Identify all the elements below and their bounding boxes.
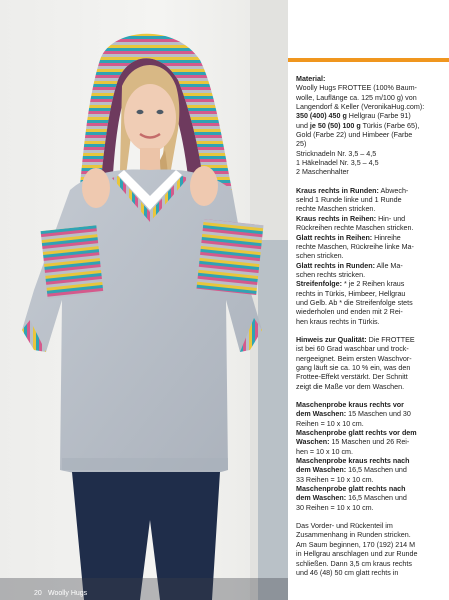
text: Abwech-: [378, 186, 409, 195]
text-line: [296, 215, 442, 224]
text-line: 30 Reihen = 10 x 10 cm.: [296, 503, 374, 512]
bold-text: dem Waschen:: [296, 410, 347, 419]
bold-text: je 50 (50) 100 g: [309, 121, 361, 130]
left-hand: [82, 168, 110, 208]
text-line: Reihen = 10 x 10 cm.: [296, 419, 364, 428]
text-line: selnd 1 Runde linke und 1 Runde: [296, 196, 402, 205]
bold-text: Maschenprobe glatt rechts nach: [296, 485, 406, 494]
right-sleeve-stripes: [197, 219, 264, 295]
page-number: 20: [34, 590, 42, 597]
bold-text: Maschenprobe kraus rechts nach: [296, 457, 410, 466]
bold-text: Streifenfolge:: [296, 280, 343, 289]
text: Türkis (Farbe 65),: [360, 121, 420, 130]
right-hand: [190, 166, 218, 206]
text: Hin- und: [376, 214, 406, 223]
text-line: Woolly Hugs FROTTEE (100% Baum-: [296, 84, 417, 93]
bold-text: Maschenprobe glatt rechts vor dem: [296, 429, 417, 438]
face: [124, 84, 176, 152]
material-section: [296, 75, 442, 178]
material-heading: Material:: [296, 75, 326, 83]
text-line: [296, 336, 442, 345]
text-line: 33 Reihen = 10 x 10 cm.: [296, 475, 374, 484]
text-line: Rückreihen rechte Maschen stricken.: [296, 224, 414, 233]
instructions-column: [296, 75, 442, 587]
text-line: [296, 466, 442, 475]
text-line: Zusammenhang in Runden stricken.: [296, 531, 411, 540]
text: 16,5 Maschen und: [346, 494, 407, 503]
body-instructions: [296, 522, 442, 578]
text: Hellgrau (Farbe 91): [346, 112, 411, 121]
text-line: gang läuft sie ca. 10 % ein, was den: [296, 363, 411, 372]
text-line: und Gelb. Ab * die Streifenfolge stets: [296, 298, 413, 307]
text-line: schließen. Dann 3,5 cm kraus rechts: [296, 559, 412, 568]
bold-text: 350 (400) 450 g: [296, 112, 347, 121]
text-line: [296, 410, 442, 419]
text-line: [296, 187, 442, 196]
text: Die FROTTEE: [366, 335, 415, 344]
text-line: und je 50 (50) 100 g Türkis (Farbe 65),: [296, 121, 420, 130]
text: Alle Ma-: [374, 261, 403, 270]
bold-text: Kraus rechts in Reihen:: [296, 214, 377, 223]
text-line: hen = 10 x 10 cm.: [296, 447, 353, 456]
text-line: Am Saum beginnen, 170 (192) 214 M: [296, 540, 416, 549]
quality-note: [296, 336, 442, 392]
text-line: Frottee-Effekt verstärkt. Der Schnitt: [296, 373, 408, 382]
bold-text: dem Waschen:: [296, 494, 347, 503]
text: * je 2 Reihen kraus: [342, 280, 405, 289]
left-sleeve-stripes: [41, 225, 104, 298]
text-line: hen kraus rechts in Türkis.: [296, 317, 380, 326]
text-line: zeigt die Maße vor dem Waschen.: [296, 382, 405, 391]
text: 15 Maschen und 30: [346, 410, 411, 419]
text-line: [296, 234, 442, 243]
bold-text: dem Waschen:: [296, 466, 347, 475]
brand-name: Woolly Hugs: [48, 590, 88, 597]
text-line: Das Vorder- und Rückenteil im: [296, 522, 393, 531]
text-line: [296, 262, 442, 271]
text-line: rechte Maschen stricken.: [296, 205, 376, 214]
accent-bar: [288, 58, 449, 62]
text-line: 25): [296, 140, 307, 149]
text-line: Langendorf & Keller (VeronikaHug.com):: [296, 103, 425, 112]
text: Hinreihe: [372, 233, 401, 242]
text: 16,5 Maschen und: [346, 466, 407, 475]
text-line: [296, 438, 442, 447]
text: 15 Maschen und 26 Rei-: [329, 438, 410, 447]
patterns-section: [296, 187, 442, 327]
text-line: nergeeignet. Beim ersten Waschvor-: [296, 354, 412, 363]
text-line: schen rechts stricken.: [296, 270, 366, 279]
bold-text: Maschenprobe kraus rechts vor: [296, 401, 404, 409]
bold-text: Glatt rechts in Reihen:: [296, 233, 373, 242]
bold-text: Waschen:: [296, 438, 330, 447]
text-line: [296, 280, 442, 289]
text-line: schen stricken.: [296, 252, 344, 261]
text-line: Gold (Farbe 22) und Himbeer (Farbe: [296, 131, 413, 140]
text-line: [296, 494, 442, 503]
text-line: Stricknadeln Nr. 3,5 – 4,5: [296, 149, 377, 158]
text-line: wiederholen und enden mit 2 Rei-: [296, 308, 403, 317]
bold-text: Glatt rechts in Runden:: [296, 261, 375, 270]
page-footer: [0, 584, 288, 600]
bold-text: Kraus rechts in Runden:: [296, 186, 379, 195]
text-line: 2 Maschenhalter: [296, 168, 349, 177]
text-line: rechts in Türkis, Himbeer, Hellgrau: [296, 289, 406, 298]
text-line: 1 Häkelnadel Nr. 3,5 – 4,5: [296, 159, 379, 168]
text-line: [296, 112, 442, 121]
text-line: in Hellgrau anschlagen und zur Runde: [296, 550, 418, 559]
gauge-section: [296, 401, 442, 513]
text-line: ist bei 60 Grad waschbar und trock-: [296, 345, 409, 354]
bold-text: Hinweis zur Qualität:: [296, 335, 367, 344]
sweater: [22, 170, 262, 478]
text-line: wolle, Lauflänge ca. 125 m/100 g) von: [296, 93, 417, 102]
text-line: rechte Maschen, Rückreihe linke Ma-: [296, 242, 414, 251]
text-line: und 46 (48) 50 cm glatt rechts in: [296, 568, 399, 577]
